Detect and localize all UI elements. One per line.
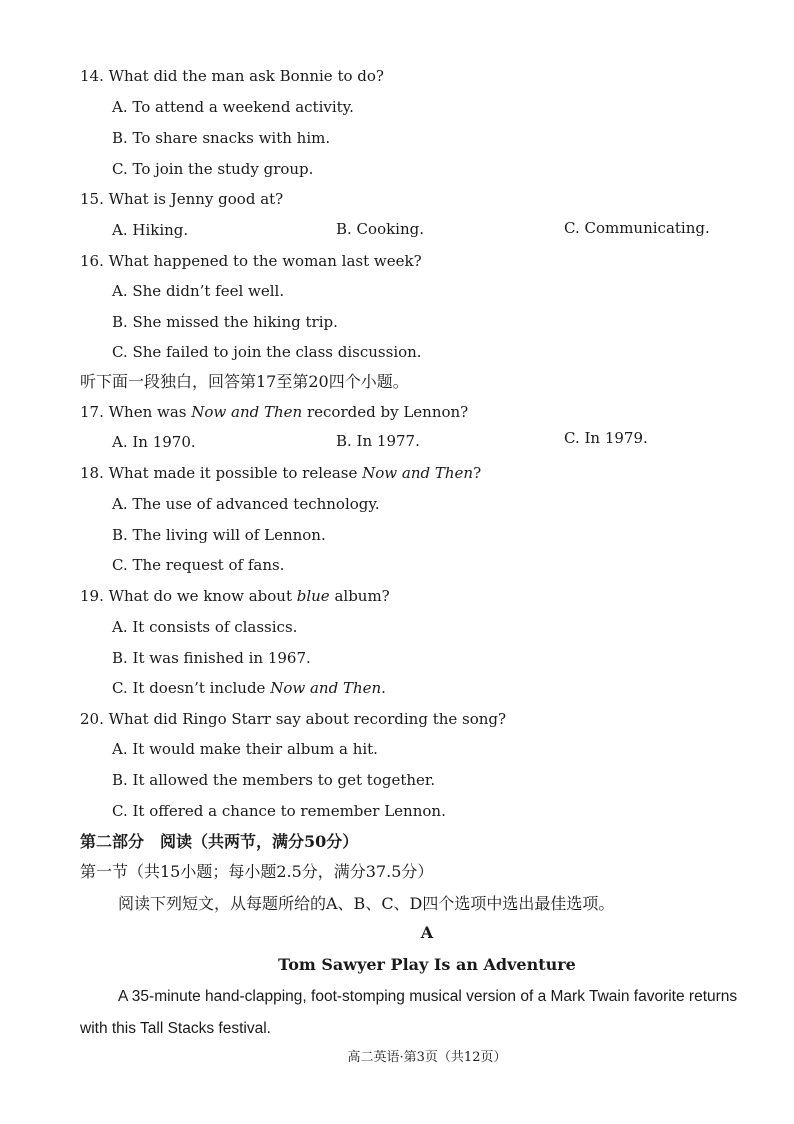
question-17-option-c: C. In 1979. (564, 429, 648, 447)
monologue-instruction: 听下面一段独白，回答第17至第20四个小题。 (80, 372, 409, 391)
question-18-stem: 18. What made it possible to release Now and Then? (80, 464, 482, 482)
question-20-option-b: B. It allowed the members to get together. (112, 771, 436, 789)
question-18-option-a: A. The use of advanced technology. (112, 495, 380, 513)
question-17-option-b: B. In 1977. (336, 432, 420, 450)
passage-paragraph-line-2: with this Tall Stacks festival. (80, 1020, 271, 1037)
question-16-stem: 16. What happened to the woman last week? (80, 252, 422, 270)
question-15-option-a: A. Hiking. (112, 221, 189, 239)
question-15-option-c: C. Communicating. (564, 219, 710, 237)
question-16-option-b: B. She missed the hiking trip. (112, 313, 338, 331)
question-19-option-c: C. It doesn’t include Now and Then. (112, 679, 386, 697)
question-17-option-a: A. In 1970. (112, 433, 196, 451)
question-14-stem: 14. What did the man ask Bonnie to do? (80, 67, 384, 85)
question-19-stem: 19. What do we know about blue album? (80, 587, 390, 605)
section-one-heading: 第一节（共15小题；每小题2.5分，满分37.5分） (80, 862, 434, 881)
question-15-stem: 15. What is Jenny good at? (80, 190, 284, 208)
section-one-instruction: 阅读下列短文，从每题所给的A、B、C、D四个选项中选出最佳选项。 (118, 894, 615, 913)
question-18-option-b: B. The living will of Lennon. (112, 526, 326, 544)
page-footer: 高二英语·第3页（共12页） (347, 1050, 507, 1065)
question-14-option-c: C. To join the study group. (112, 160, 314, 178)
question-16-option-a: A. She didn’t feel well. (112, 282, 285, 300)
part-two-heading: 第二部分 阅读（共两节，满分50分） (80, 832, 359, 851)
question-15-option-b: B. Cooking. (336, 220, 425, 238)
question-19-option-a: A. It consists of classics. (112, 618, 298, 636)
question-14-option-a: A. To attend a weekend activity. (112, 98, 354, 116)
question-16-option-c: C. She failed to join the class discussion. (112, 343, 422, 361)
question-20-stem: 20. What did Ringo Starr say about recording the song? (80, 710, 507, 728)
question-19-option-b: B. It was finished in 1967. (112, 649, 311, 667)
question-18-option-c: C. The request of fans. (112, 556, 285, 574)
question-20-option-a: A. It would make their album a hit. (112, 740, 378, 758)
question-17-stem: 17. When was Now and Then recorded by Lennon? (80, 403, 469, 421)
passage-paragraph-line-1: A 35-minute hand-clapping, foot-stomping musical version of a Mark Twain favorite returns (118, 988, 738, 1005)
question-14-option-b: B. To share snacks with him. (112, 129, 331, 147)
question-20-option-c: C. It offered a chance to remember Lennon. (112, 802, 446, 820)
passage-letter: A (420, 923, 434, 942)
passage-title: Tom Sawyer Play Is an Adventure (278, 955, 576, 974)
